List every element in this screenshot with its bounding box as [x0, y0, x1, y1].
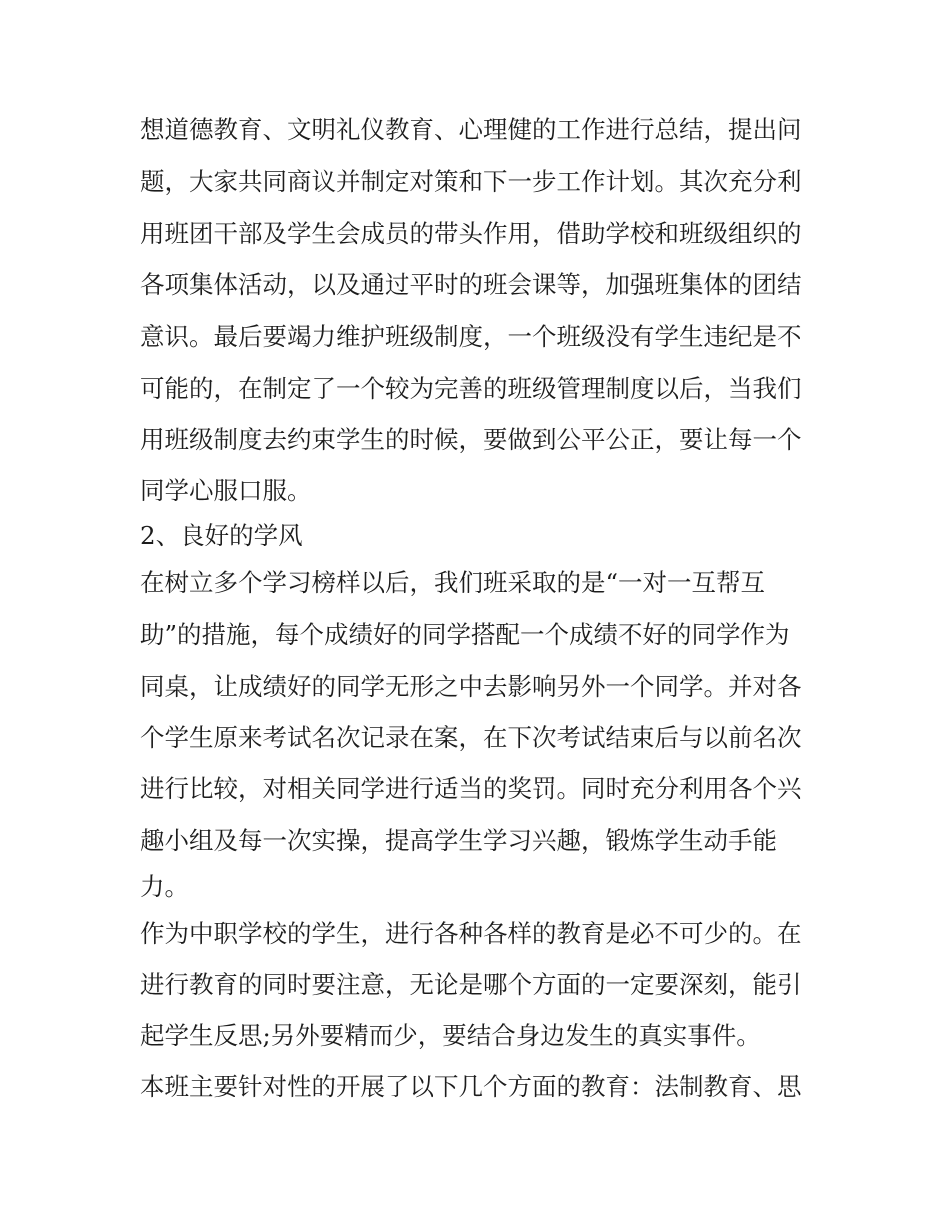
text-line: 想道德教育、文明礼仪教育、心理健的工作进行总结，提出问	[140, 115, 802, 144]
text-line: 趣小组及每一次实操，提高学生学习兴趣，锻炼学生动手能	[140, 826, 777, 855]
text-line: 力。	[140, 872, 189, 901]
text-line: 进行教育的同时要注意，无论是哪个方面的一定要深刻，能引	[140, 970, 802, 999]
text-line: 意识。最后要竭力维护班级制度，一个班级没有学生违纪是不	[140, 322, 802, 351]
text-line: 题，大家共同商议并制定对策和下一步工作计划。其次充分利	[140, 167, 802, 196]
text-line: 可能的，在制定了一个较为完善的班级管理制度以后，当我们	[140, 374, 802, 403]
text-line: 同学心服口服。	[140, 476, 312, 505]
text-line: 同桌，让成绩好的同学无形之中去影响另外一个同学。并对各	[140, 672, 802, 701]
text-line: 助”的措施，每个成绩好的同学搭配一个成绩不好的同学作为	[140, 620, 790, 649]
text-line: 作为中职学校的学生，进行各种各样的教育是必不可少的。在	[140, 919, 802, 948]
text-line: 用班团干部及学生会成员的带头作用，借助学校和班级组织的	[140, 219, 802, 248]
section-heading: 2、良好的学风	[140, 521, 303, 550]
text-line: 本班主要针对性的开展了以下几个方面的教育：法制教育、思	[140, 1072, 802, 1101]
text-line: 起学生反思;另外要精而少，要结合身边发生的真实事件。	[140, 1021, 761, 1050]
text-line: 各项集体活动，以及通过平时的班会课等，加强班集体的团结	[140, 270, 802, 299]
text-line: 在树立多个学习榜样以后，我们班采取的是“一对一互帮互	[140, 568, 766, 597]
text-line: 进行比较，对相关同学进行适当的奖罚。同时充分利用各个兴	[140, 774, 802, 803]
text-line: 用班级制度去约束学生的时候，要做到公平公正，要让每一个	[140, 425, 802, 454]
text-line: 个学生原来考试名次记录在案，在下次考试结束后与以前名次	[140, 723, 802, 752]
